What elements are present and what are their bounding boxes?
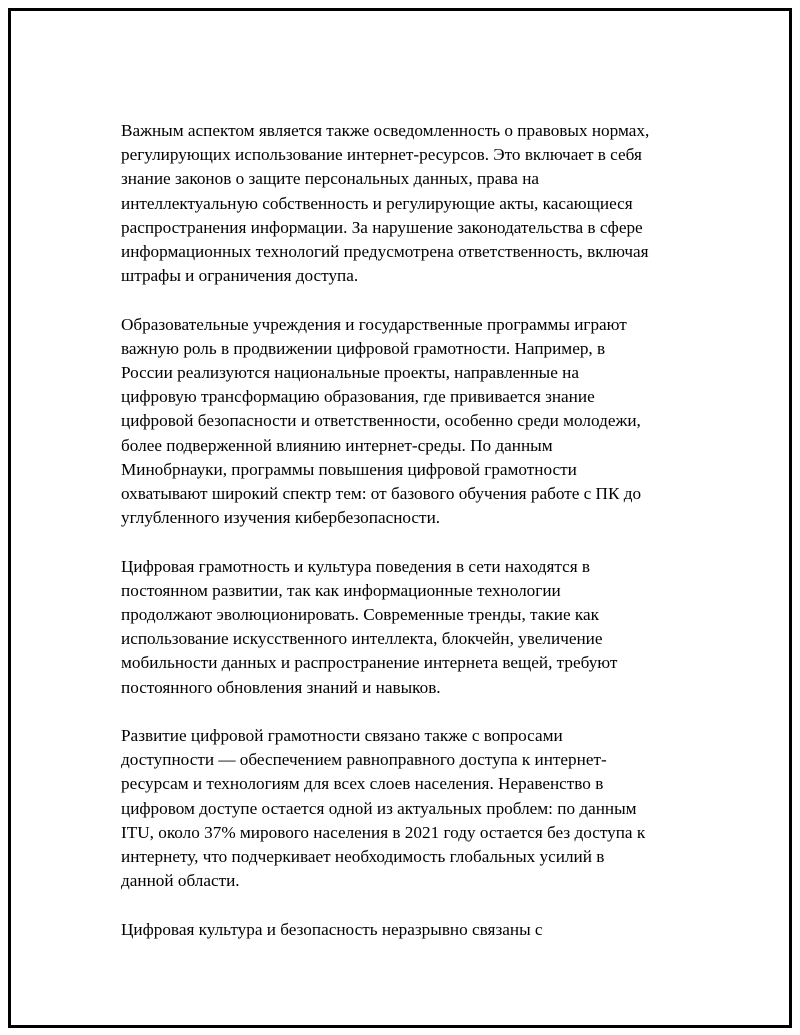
paragraph-accessibility <box>121 724 711 893</box>
paragraph-digital-trends <box>121 555 711 700</box>
text-line: более подверженной влиянию интернет-среды. По данным <box>121 435 553 455</box>
text-line: распространения информации. За нарушение законодательства в сфере <box>121 217 643 237</box>
text-line: цифровую трансформацию образования, где прививается знание <box>121 387 595 407</box>
text-line: цифровой безопасности и ответственности, особенно среди молодежи, <box>121 411 641 431</box>
text-line: Цифровая грамотность и культура поведения в сети находятся в <box>121 556 591 576</box>
document-body <box>121 119 711 966</box>
text-line: Важным аспектом является также осведомленность о правовых нормах, <box>121 121 650 140</box>
paragraph-education-programs <box>121 313 711 531</box>
text-line: Минобрнауки, программы повышения цифровой грамотности <box>121 459 577 479</box>
paragraph-legal-awareness <box>121 119 711 288</box>
text-line: интеллектуальную собственность и регулирующие акты, касающиеся <box>121 193 633 213</box>
text-line: мобильности данных и распространение интернета вещей, требуют <box>121 653 618 673</box>
text-line: постоянном развитии, так как информационные технологии <box>121 580 561 600</box>
text-line: доступности — обеспечением равноправного доступа к интернет- <box>121 750 607 770</box>
text-line: России реализуются национальные проекты, направленные на <box>121 363 579 383</box>
text-line: продолжают эволюционировать. Современные тренды, такие как <box>121 605 599 625</box>
text-line: данной области. <box>121 871 240 891</box>
text-line: охватывают широкий спектр тем: от базового обучения работе с ПК до <box>121 484 642 504</box>
text-line: информационных технологий предусмотрена ответственность, включая <box>121 242 649 262</box>
text-line: знание законов о защите персональных данных, права на <box>121 169 540 189</box>
text-line: штрафы и ограничения доступа. <box>121 266 359 286</box>
page-frame <box>8 8 792 1028</box>
text-line: важную роль в продвижении цифровой грамотности. Например, в <box>121 338 606 358</box>
text-line: Образовательные учреждения и государственные программы играют <box>121 314 627 334</box>
text-line: интернету, что подчеркивает необходимость глобальных усилий в <box>121 847 605 867</box>
text-line: постоянного обновления знаний и навыков. <box>121 677 441 697</box>
text-line: использование искусственного интеллекта, блокчейн, увеличение <box>121 629 603 649</box>
text-line: цифровом доступе остается одной из актуальных проблем: по данным <box>121 798 637 818</box>
text-line: Цифровая культура и безопасность неразрывно связаны с <box>121 919 543 939</box>
text-line: ресурсам и технологиям для всех слоев населения. Неравенство в <box>121 774 604 794</box>
text-line: ITU, около 37% мирового населения в 2021 году остается без доступа к <box>121 822 646 842</box>
text-line: углубленного изучения кибербезопасности. <box>121 508 441 528</box>
text-line: Развитие цифровой грамотности связано также с вопросами <box>121 726 563 746</box>
text-line: регулирующих использование интернет-ресурсов. Это включает в себя <box>121 145 642 165</box>
paragraph-culture-security <box>121 918 711 942</box>
